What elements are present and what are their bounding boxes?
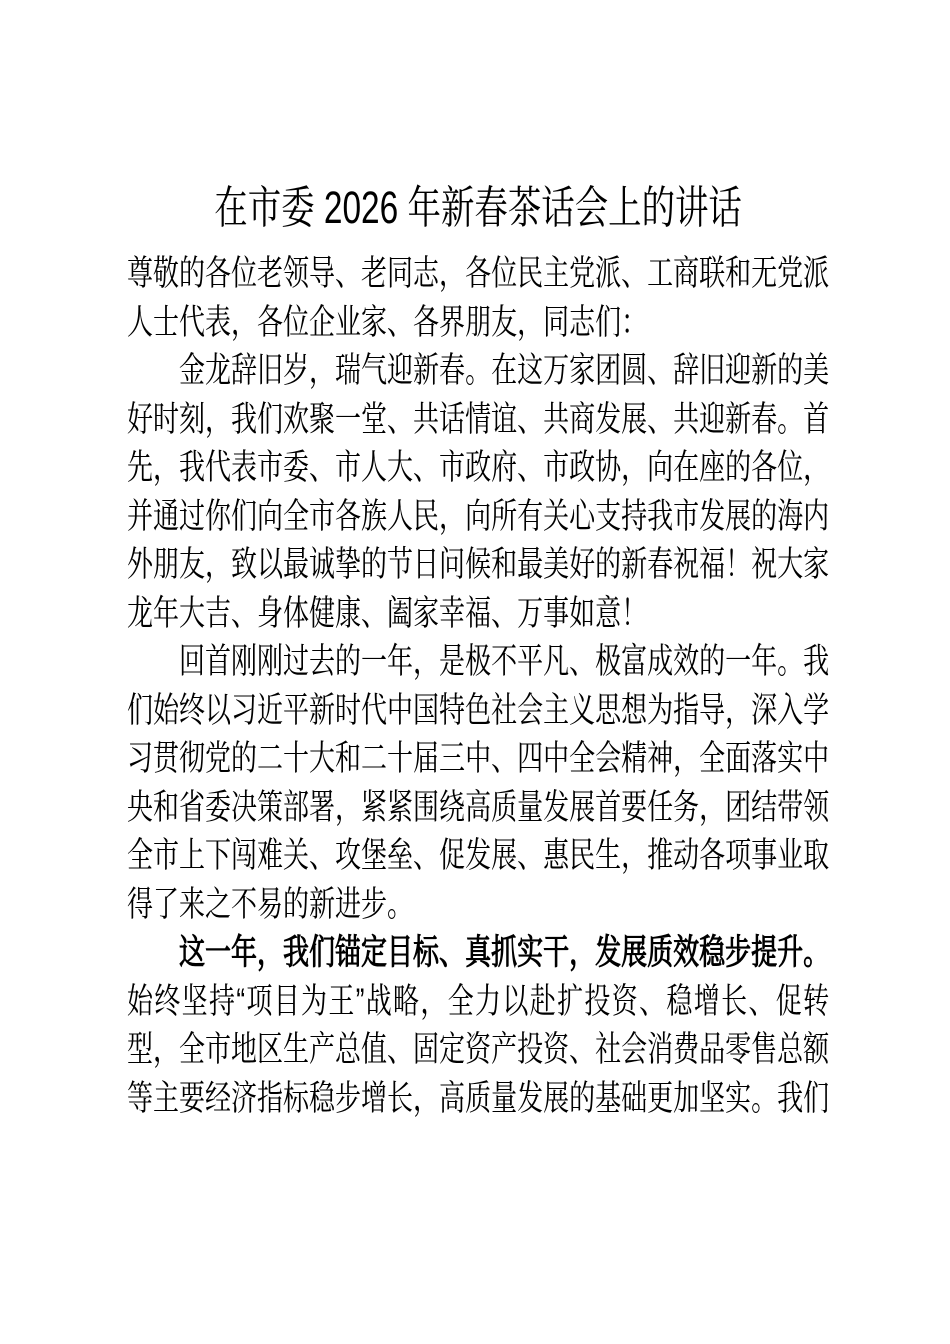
paragraph-economy-bold-lead: 这一年，我们锚定目标、真抓实干，发展质效稳步提升。 <box>179 933 830 972</box>
text-column <box>127 0 829 1123</box>
paragraph-economy-rest: 始终坚持“项目为王”战略，全力以赴扩投资、稳增长、促转型，全市地区生产总值、固定资产投资、社会消费品零售总额等主要经济指标稳步增长，高质量发展的基础更加坚实。我们 <box>127 981 830 1118</box>
paragraph-economy <box>127 929 829 1123</box>
paragraph-greeting: 金龙辞旧岁，瑞气迎新春。在这万家团圆、辞旧迎新的美好时刻，我们欢聚一堂、共话情谊、共商发展、共迎新春。首先，我代表市委、市人大、市政府、市政协，向在座的各位，并通过你们向全市各族人民，向所有关心支持我市发展的海内外朋友，致以最诚挚的节日问候和最美好的新春祝福！祝大家龙年大吉、身体健康、阖家幸福、万事如意！ <box>127 351 830 633</box>
paragraph-salutation: 尊敬的各位老领导、老同志，各位民主党派、工商联和无党派人士代表，各位企业家、各界朋友，同志们： <box>127 254 830 342</box>
paragraph-year-review: 回首刚刚过去的一年，是极不平凡、极富成效的一年。我们始终以习近平新时代中国特色社会主义思想为指导，深入学习贯彻党的二十大和二十届三中、四中全会精神，全面落实中央和省委决策部署，紧紧围绕高质量发展首要任务，团结带领全市上下闯难关、攻堡垒、促发展、惠民生，推动各项事业取得了来之不易的新进步。 <box>127 642 830 924</box>
document-body <box>127 250 829 1123</box>
document-title: 在市委 2026 年新春茶话会上的讲话 <box>214 182 742 233</box>
